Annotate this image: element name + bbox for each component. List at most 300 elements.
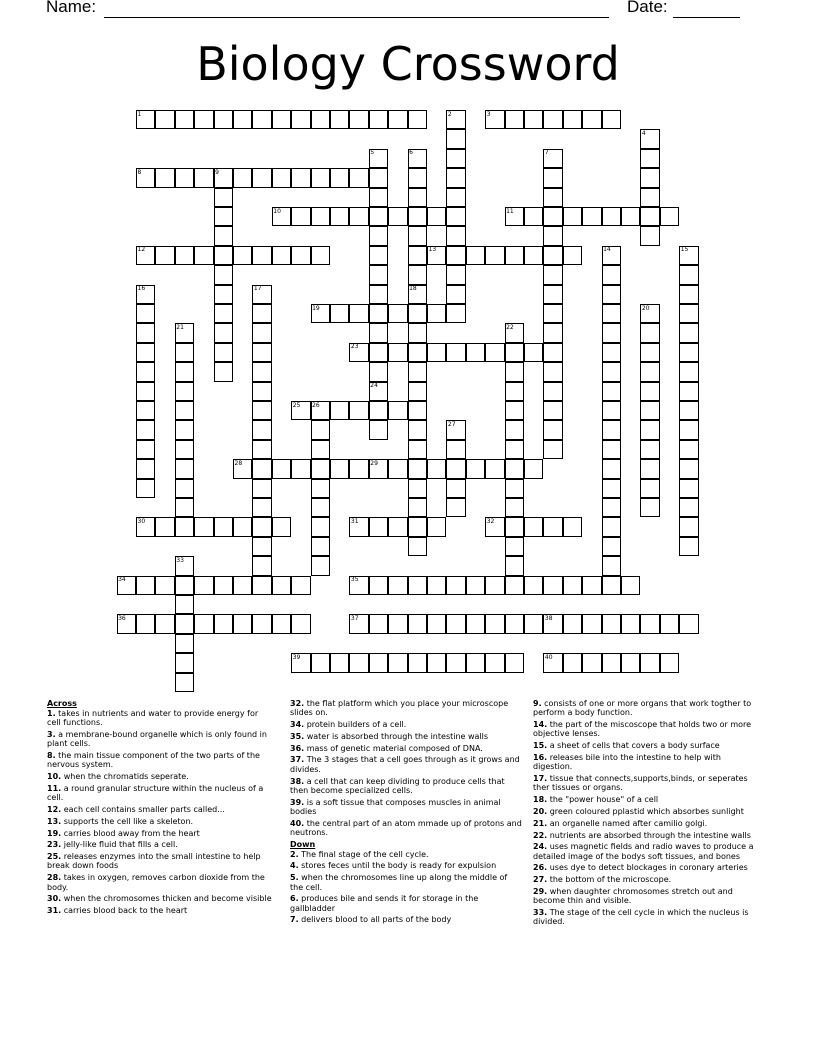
grid-cell[interactable]	[505, 246, 524, 265]
grid-cell[interactable]	[175, 401, 194, 420]
grid-cell[interactable]	[602, 110, 621, 129]
grid-cell[interactable]	[543, 440, 562, 459]
grid-cell[interactable]	[155, 614, 174, 633]
grid-cell[interactable]	[155, 517, 174, 536]
grid-cell[interactable]	[679, 517, 698, 536]
grid-cell[interactable]	[446, 576, 465, 595]
grid-cell[interactable]	[543, 343, 562, 362]
grid-cell[interactable]	[194, 168, 213, 187]
grid-cell[interactable]	[252, 110, 271, 129]
grid-cell[interactable]	[175, 614, 194, 633]
grid-cell[interactable]	[369, 246, 388, 265]
grid-cell[interactable]	[408, 207, 427, 226]
grid-cell[interactable]	[505, 362, 524, 381]
grid-cell[interactable]	[679, 401, 698, 420]
grid-cell[interactable]	[311, 168, 330, 187]
grid-cell[interactable]	[679, 265, 698, 284]
grid-cell[interactable]	[291, 459, 310, 478]
grid-cell[interactable]	[485, 576, 504, 595]
grid-cell[interactable]	[136, 304, 155, 323]
grid-cell[interactable]	[388, 304, 407, 323]
grid-cell[interactable]	[369, 110, 388, 129]
grid-cell[interactable]	[505, 517, 524, 536]
grid-cell[interactable]	[524, 343, 543, 362]
grid-cell[interactable]	[311, 459, 330, 478]
grid-cell[interactable]	[621, 614, 640, 633]
grid-cell[interactable]	[388, 517, 407, 536]
grid-cell[interactable]	[408, 576, 427, 595]
grid-cell[interactable]	[214, 614, 233, 633]
grid-cell[interactable]	[505, 479, 524, 498]
grid-cell[interactable]	[408, 479, 427, 498]
grid-cell[interactable]	[427, 207, 446, 226]
grid-cell[interactable]	[602, 362, 621, 381]
grid-cell[interactable]	[330, 304, 349, 323]
grid-cell[interactable]	[214, 304, 233, 323]
grid-cell[interactable]	[214, 188, 233, 207]
grid-cell[interactable]	[602, 207, 621, 226]
grid-cell[interactable]	[505, 653, 524, 672]
grid-cell[interactable]	[640, 168, 659, 187]
grid-cell[interactable]	[446, 343, 465, 362]
grid-cell[interactable]	[330, 168, 349, 187]
grid-cell[interactable]	[524, 207, 543, 226]
grid-cell[interactable]	[311, 479, 330, 498]
grid-cell[interactable]	[194, 110, 213, 129]
grid-cell[interactable]	[408, 517, 427, 536]
grid-cell[interactable]	[679, 440, 698, 459]
grid-cell[interactable]	[582, 110, 601, 129]
grid-cell[interactable]	[446, 246, 465, 265]
grid-cell[interactable]	[621, 207, 640, 226]
grid-cell[interactable]	[136, 420, 155, 439]
grid-cell[interactable]	[252, 537, 271, 556]
grid-cell[interactable]	[233, 614, 252, 633]
grid-cell[interactable]	[252, 498, 271, 517]
grid-cell[interactable]	[136, 576, 155, 595]
grid-cell[interactable]	[446, 149, 465, 168]
grid-cell[interactable]	[252, 343, 271, 362]
grid-cell[interactable]	[640, 653, 659, 672]
grid-cell[interactable]	[311, 498, 330, 517]
grid-cell[interactable]	[446, 304, 465, 323]
grid-cell[interactable]	[369, 304, 388, 323]
grid-cell[interactable]	[543, 168, 562, 187]
grid-cell[interactable]	[466, 614, 485, 633]
grid-cell[interactable]	[408, 420, 427, 439]
grid-cell[interactable]	[233, 110, 252, 129]
grid-cell[interactable]	[543, 285, 562, 304]
grid-cell[interactable]	[543, 226, 562, 245]
grid-cell[interactable]	[175, 343, 194, 362]
grid-cell[interactable]	[640, 459, 659, 478]
grid-cell[interactable]	[543, 576, 562, 595]
grid-cell[interactable]	[543, 382, 562, 401]
grid-cell[interactable]	[446, 440, 465, 459]
grid-cell[interactable]	[194, 614, 213, 633]
grid-cell[interactable]	[311, 537, 330, 556]
grid-cell[interactable]	[330, 653, 349, 672]
grid-cell[interactable]	[175, 246, 194, 265]
grid-cell[interactable]	[679, 498, 698, 517]
grid-cell[interactable]	[427, 614, 446, 633]
grid-cell[interactable]	[408, 110, 427, 129]
grid-cell[interactable]	[272, 517, 291, 536]
grid-cell[interactable]	[505, 382, 524, 401]
grid-cell[interactable]	[175, 382, 194, 401]
grid-cell[interactable]	[446, 188, 465, 207]
grid-cell[interactable]	[349, 401, 368, 420]
grid-cell[interactable]	[543, 265, 562, 284]
grid-cell[interactable]	[175, 595, 194, 614]
grid-cell[interactable]	[369, 362, 388, 381]
grid-cell[interactable]	[252, 576, 271, 595]
grid-cell[interactable]	[136, 459, 155, 478]
grid-cell[interactable]	[679, 614, 698, 633]
grid-cell[interactable]	[291, 246, 310, 265]
grid-cell[interactable]	[311, 440, 330, 459]
grid-cell[interactable]	[408, 362, 427, 381]
grid-cell[interactable]	[543, 246, 562, 265]
grid-cell[interactable]	[660, 207, 679, 226]
grid-cell[interactable]	[563, 614, 582, 633]
grid-cell[interactable]	[524, 459, 543, 478]
grid-cell[interactable]	[369, 614, 388, 633]
grid-cell[interactable]	[272, 110, 291, 129]
grid-cell[interactable]	[602, 265, 621, 284]
grid-cell[interactable]	[136, 382, 155, 401]
grid-cell[interactable]	[427, 653, 446, 672]
grid-cell[interactable]	[679, 362, 698, 381]
grid-cell[interactable]	[330, 401, 349, 420]
grid-cell[interactable]	[136, 614, 155, 633]
grid-cell[interactable]	[602, 537, 621, 556]
grid-cell[interactable]	[175, 576, 194, 595]
grid-cell[interactable]	[175, 362, 194, 381]
grid-cell[interactable]	[543, 207, 562, 226]
grid-cell[interactable]	[388, 653, 407, 672]
grid-cell[interactable]	[349, 207, 368, 226]
grid-cell[interactable]	[136, 343, 155, 362]
grid-cell[interactable]	[505, 401, 524, 420]
grid-cell[interactable]	[543, 188, 562, 207]
grid-cell[interactable]	[640, 188, 659, 207]
grid-cell[interactable]	[214, 207, 233, 226]
grid-cell[interactable]	[640, 207, 659, 226]
grid-cell[interactable]	[621, 576, 640, 595]
grid-cell[interactable]	[640, 149, 659, 168]
grid-cell[interactable]	[640, 343, 659, 362]
grid-cell[interactable]	[214, 576, 233, 595]
grid-cell[interactable]	[679, 382, 698, 401]
grid-cell[interactable]	[252, 304, 271, 323]
grid-cell[interactable]	[175, 110, 194, 129]
grid-cell[interactable]	[505, 459, 524, 478]
grid-cell[interactable]	[446, 207, 465, 226]
grid-cell[interactable]	[349, 653, 368, 672]
grid-cell[interactable]	[679, 323, 698, 342]
grid-cell[interactable]	[524, 517, 543, 536]
grid-cell[interactable]	[466, 576, 485, 595]
grid-cell[interactable]	[679, 537, 698, 556]
grid-cell[interactable]	[640, 479, 659, 498]
grid-cell[interactable]	[369, 517, 388, 536]
grid-cell[interactable]	[311, 420, 330, 439]
grid-cell[interactable]	[563, 110, 582, 129]
grid-cell[interactable]	[485, 343, 504, 362]
grid-cell[interactable]	[369, 226, 388, 245]
grid-cell[interactable]	[446, 498, 465, 517]
grid-cell[interactable]	[272, 246, 291, 265]
grid-cell[interactable]	[252, 168, 271, 187]
grid-cell[interactable]	[369, 323, 388, 342]
grid-cell[interactable]	[369, 265, 388, 284]
grid-cell[interactable]	[524, 246, 543, 265]
grid-cell[interactable]	[388, 207, 407, 226]
grid-cell[interactable]	[155, 576, 174, 595]
grid-cell[interactable]	[602, 517, 621, 536]
grid-cell[interactable]	[291, 110, 310, 129]
grid-cell[interactable]	[466, 653, 485, 672]
grid-cell[interactable]	[505, 440, 524, 459]
grid-cell[interactable]	[524, 576, 543, 595]
grid-cell[interactable]	[214, 362, 233, 381]
grid-cell[interactable]	[252, 479, 271, 498]
grid-cell[interactable]	[485, 459, 504, 478]
grid-cell[interactable]	[679, 479, 698, 498]
grid-cell[interactable]	[136, 479, 155, 498]
grid-cell[interactable]	[563, 576, 582, 595]
grid-cell[interactable]	[330, 110, 349, 129]
grid-cell[interactable]	[660, 614, 679, 633]
grid-cell[interactable]	[252, 382, 271, 401]
grid-cell[interactable]	[408, 401, 427, 420]
grid-cell[interactable]	[194, 246, 213, 265]
grid-cell[interactable]	[214, 226, 233, 245]
grid-cell[interactable]	[602, 614, 621, 633]
grid-cell[interactable]	[175, 517, 194, 536]
grid-cell[interactable]	[252, 362, 271, 381]
grid-cell[interactable]	[602, 304, 621, 323]
grid-cell[interactable]	[349, 459, 368, 478]
grid-cell[interactable]	[369, 576, 388, 595]
grid-cell[interactable]	[136, 362, 155, 381]
grid-cell[interactable]	[602, 653, 621, 672]
grid-cell[interactable]	[311, 517, 330, 536]
grid-cell[interactable]	[408, 614, 427, 633]
grid-cell[interactable]	[543, 362, 562, 381]
grid-cell[interactable]	[175, 420, 194, 439]
grid-cell[interactable]	[408, 246, 427, 265]
grid-cell[interactable]	[602, 323, 621, 342]
grid-cell[interactable]	[640, 226, 659, 245]
grid-cell[interactable]	[446, 129, 465, 148]
grid-cell[interactable]	[524, 614, 543, 633]
grid-cell[interactable]	[214, 265, 233, 284]
grid-cell[interactable]	[446, 168, 465, 187]
grid-cell[interactable]	[291, 614, 310, 633]
grid-cell[interactable]	[408, 226, 427, 245]
grid-cell[interactable]	[272, 614, 291, 633]
grid-cell[interactable]	[408, 653, 427, 672]
grid-cell[interactable]	[505, 110, 524, 129]
grid-cell[interactable]	[408, 537, 427, 556]
grid-cell[interactable]	[291, 168, 310, 187]
grid-cell[interactable]	[602, 343, 621, 362]
grid-cell[interactable]	[175, 653, 194, 672]
grid-cell[interactable]	[388, 110, 407, 129]
grid-cell[interactable]	[175, 498, 194, 517]
grid-cell[interactable]	[233, 517, 252, 536]
grid-cell[interactable]	[214, 323, 233, 342]
grid-cell[interactable]	[311, 246, 330, 265]
grid-cell[interactable]	[640, 498, 659, 517]
grid-cell[interactable]	[679, 343, 698, 362]
grid-cell[interactable]	[136, 323, 155, 342]
grid-cell[interactable]	[505, 576, 524, 595]
grid-cell[interactable]	[602, 556, 621, 575]
grid-cell[interactable]	[466, 343, 485, 362]
grid-cell[interactable]	[175, 168, 194, 187]
grid-cell[interactable]	[214, 285, 233, 304]
grid-cell[interactable]	[233, 168, 252, 187]
grid-cell[interactable]	[524, 110, 543, 129]
grid-cell[interactable]	[505, 498, 524, 517]
grid-cell[interactable]	[311, 207, 330, 226]
grid-cell[interactable]	[679, 304, 698, 323]
grid-cell[interactable]	[175, 673, 194, 692]
grid-cell[interactable]	[369, 653, 388, 672]
grid-cell[interactable]	[194, 517, 213, 536]
grid-cell[interactable]	[408, 382, 427, 401]
grid-cell[interactable]	[640, 323, 659, 342]
grid-cell[interactable]	[369, 343, 388, 362]
grid-cell[interactable]	[446, 459, 465, 478]
grid-cell[interactable]	[543, 420, 562, 439]
grid-cell[interactable]	[679, 420, 698, 439]
grid-cell[interactable]	[252, 517, 271, 536]
grid-cell[interactable]	[408, 343, 427, 362]
grid-cell[interactable]	[602, 382, 621, 401]
grid-cell[interactable]	[602, 479, 621, 498]
grid-cell[interactable]	[175, 459, 194, 478]
grid-cell[interactable]	[602, 459, 621, 478]
grid-cell[interactable]	[369, 401, 388, 420]
grid-cell[interactable]	[214, 110, 233, 129]
grid-cell[interactable]	[505, 420, 524, 439]
grid-cell[interactable]	[427, 576, 446, 595]
grid-cell[interactable]	[543, 517, 562, 536]
grid-cell[interactable]	[408, 323, 427, 342]
grid-cell[interactable]	[602, 440, 621, 459]
grid-cell[interactable]	[602, 285, 621, 304]
grid-cell[interactable]	[563, 517, 582, 536]
grid-cell[interactable]	[543, 110, 562, 129]
grid-cell[interactable]	[233, 246, 252, 265]
grid-cell[interactable]	[640, 420, 659, 439]
grid-cell[interactable]	[388, 459, 407, 478]
grid-cell[interactable]	[446, 653, 465, 672]
grid-cell[interactable]	[582, 614, 601, 633]
grid-cell[interactable]	[505, 614, 524, 633]
grid-cell[interactable]	[640, 382, 659, 401]
grid-cell[interactable]	[252, 459, 271, 478]
grid-cell[interactable]	[427, 343, 446, 362]
grid-cell[interactable]	[252, 420, 271, 439]
grid-cell[interactable]	[582, 576, 601, 595]
grid-cell[interactable]	[427, 517, 446, 536]
grid-cell[interactable]	[214, 246, 233, 265]
grid-cell[interactable]	[408, 304, 427, 323]
grid-cell[interactable]	[466, 459, 485, 478]
grid-cell[interactable]	[349, 168, 368, 187]
grid-cell[interactable]	[194, 576, 213, 595]
grid-cell[interactable]	[563, 207, 582, 226]
grid-cell[interactable]	[311, 653, 330, 672]
grid-cell[interactable]	[543, 401, 562, 420]
grid-cell[interactable]	[175, 634, 194, 653]
grid-cell[interactable]	[408, 168, 427, 187]
grid-cell[interactable]	[602, 420, 621, 439]
grid-cell[interactable]	[291, 576, 310, 595]
grid-cell[interactable]	[582, 653, 601, 672]
grid-cell[interactable]	[446, 479, 465, 498]
grid-cell[interactable]	[291, 207, 310, 226]
grid-cell[interactable]	[233, 576, 252, 595]
grid-cell[interactable]	[446, 265, 465, 284]
grid-cell[interactable]	[679, 459, 698, 478]
grid-cell[interactable]	[505, 343, 524, 362]
grid-cell[interactable]	[408, 188, 427, 207]
grid-cell[interactable]	[214, 517, 233, 536]
grid-cell[interactable]	[252, 556, 271, 575]
grid-cell[interactable]	[485, 653, 504, 672]
grid-cell[interactable]	[136, 440, 155, 459]
grid-cell[interactable]	[427, 304, 446, 323]
grid-cell[interactable]	[311, 556, 330, 575]
grid-cell[interactable]	[349, 304, 368, 323]
grid-cell[interactable]	[446, 614, 465, 633]
grid-cell[interactable]	[408, 440, 427, 459]
grid-cell[interactable]	[640, 362, 659, 381]
grid-cell[interactable]	[640, 401, 659, 420]
grid-cell[interactable]	[388, 343, 407, 362]
grid-cell[interactable]	[252, 440, 271, 459]
grid-cell[interactable]	[602, 498, 621, 517]
grid-cell[interactable]	[369, 207, 388, 226]
grid-cell[interactable]	[369, 168, 388, 187]
grid-cell[interactable]	[175, 479, 194, 498]
grid-cell[interactable]	[582, 207, 601, 226]
grid-cell[interactable]	[369, 285, 388, 304]
grid-cell[interactable]	[640, 614, 659, 633]
grid-cell[interactable]	[252, 401, 271, 420]
grid-cell[interactable]	[408, 459, 427, 478]
grid-cell[interactable]	[660, 653, 679, 672]
grid-cell[interactable]	[155, 168, 174, 187]
grid-cell[interactable]	[446, 226, 465, 245]
grid-cell[interactable]	[369, 188, 388, 207]
grid-cell[interactable]	[252, 614, 271, 633]
grid-cell[interactable]	[252, 246, 271, 265]
grid-cell[interactable]	[408, 265, 427, 284]
grid-cell[interactable]	[466, 246, 485, 265]
grid-cell[interactable]	[427, 459, 446, 478]
grid-cell[interactable]	[155, 110, 174, 129]
grid-cell[interactable]	[621, 653, 640, 672]
grid-cell[interactable]	[369, 420, 388, 439]
grid-cell[interactable]	[505, 556, 524, 575]
